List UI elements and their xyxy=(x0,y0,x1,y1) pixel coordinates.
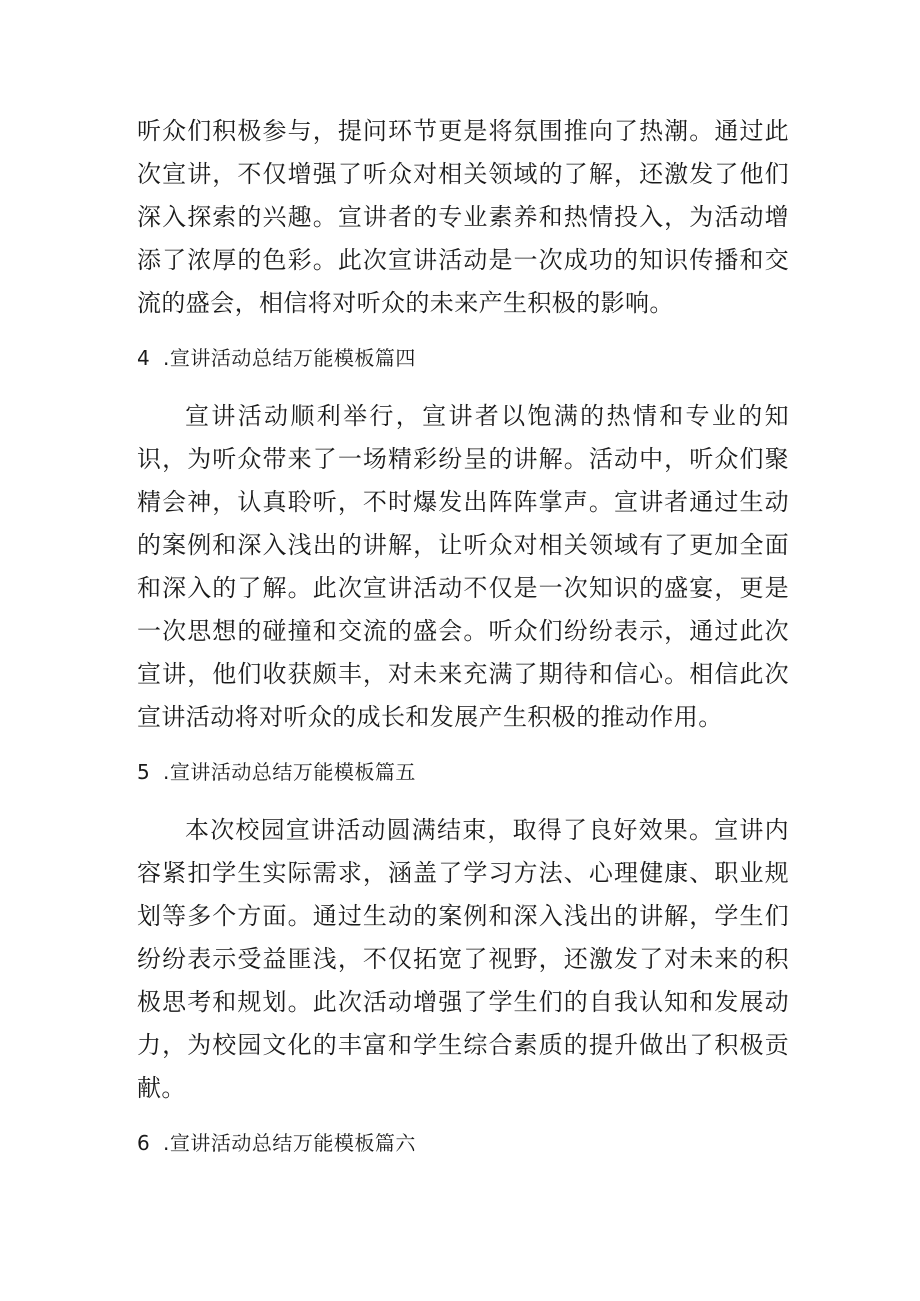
spacer xyxy=(137,794,789,809)
section-heading xyxy=(137,337,789,380)
section-title: .宣讲活动总结万能模板篇六 xyxy=(163,1131,416,1155)
spacer xyxy=(137,325,789,337)
section-number: 5 xyxy=(137,760,151,784)
spacer xyxy=(137,380,789,395)
section-title: .宣讲活动总结万能模板篇五 xyxy=(163,760,416,784)
document-body xyxy=(137,110,789,1165)
body-paragraph: 本次校园宣讲活动圆满结束，取得了良好效果。宣讲内容紧扣学生实际需求，涵盖了学习方法、心理健康、职业规划等多个方面。通过生动的案例和深入浅出的讲解，学生们纷纷表示受益匪浅，不仅拓宽了视野，还激发了对未来的积极思考和规划。此次活动增强了学生们的自我认知和发展动力，为校园文化的丰富和学生综合素质的提升做出了积极贡献。 xyxy=(137,816,789,1102)
section-number: 4 xyxy=(137,346,151,370)
body-paragraph: 宣讲活动顺利举行，宣讲者以饱满的热情和专业的知识，为听众带来了一场精彩纷呈的讲解。活动中，听众们聚精会神，认真聆听，不时爆发出阵阵掌声。宣讲者通过生动的案例和深入浅出的讲解，让听众对相关领域有了更加全面和深入的了解。此次宣讲活动不仅是一次知识的盛宴，更是一次思想的碰撞和交流的盛会。听众们纷纷表示，通过此次宣讲，他们收获颇丰，对未来充满了期待和信心。相信此次宣讲活动将对听众的成长和发展产生积极的推动作用。 xyxy=(137,402,789,731)
spacer xyxy=(137,739,789,751)
section-number: 6 xyxy=(137,1131,151,1155)
section-heading xyxy=(137,751,789,794)
section-title: .宣讲活动总结万能模板篇四 xyxy=(163,346,416,370)
spacer xyxy=(137,1110,789,1122)
body-paragraph: 听众们积极参与，提问环节更是将氛围推向了热潮。通过此次宣讲，不仅增强了听众对相关领域的了解，还激发了他们深入探索的兴趣。宣讲者的专业素养和热情投入，为活动增添了浓厚的色彩。此次宣讲活动是一次成功的知识传播和交流的盛会，相信将对听众的未来产生积极的影响。 xyxy=(137,117,789,317)
section-heading xyxy=(137,1122,789,1165)
